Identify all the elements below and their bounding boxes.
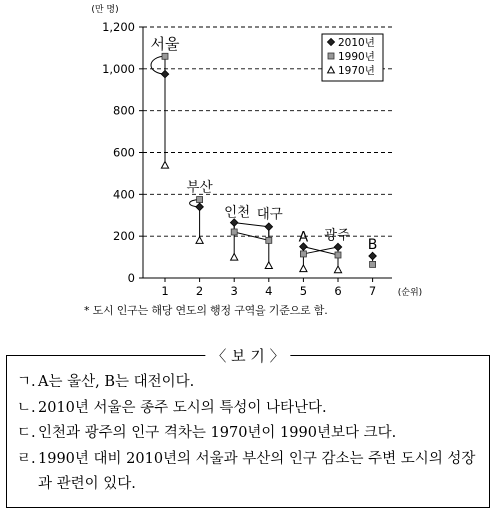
point-1990: [231, 229, 237, 235]
y-tick-label: 600: [113, 145, 135, 160]
point-1990: [197, 197, 203, 203]
y-tick-label: 200: [113, 229, 135, 244]
city-label: 부산: [186, 179, 213, 196]
x-tick-label: 5: [299, 284, 308, 298]
rank-change-line: [234, 223, 269, 227]
bogi-item-text: 1990년 대비 2010년의 서울과 부산의 인구 감소는 주변 도시의 성장과 관련이 있다.: [38, 450, 476, 492]
point-1970: [196, 237, 203, 244]
y-axis-unit: (만 명): [91, 5, 119, 15]
y-tick-label: 1,200: [102, 20, 135, 34]
city-label: 광주: [323, 227, 351, 244]
legend-label: 1990년: [338, 51, 375, 63]
point-2010: [161, 70, 169, 78]
point-1970: [265, 262, 272, 269]
x-tick-label: 2: [195, 284, 204, 298]
x-tick-label: 3: [230, 284, 238, 298]
x-tick-label: 6: [334, 284, 342, 298]
point-1970: [161, 161, 168, 168]
y-tick-label: 400: [113, 187, 135, 202]
legend-label: 2010년: [338, 37, 375, 49]
point-2010: [334, 243, 342, 251]
point-1990: [335, 252, 341, 258]
bogi-item-text: 2010년 서울은 종주 도시의 특성이 나타난다.: [38, 399, 327, 416]
y-tick-label: 800: [113, 103, 135, 118]
y-tick-label: 0: [127, 271, 135, 285]
point-1990: [370, 261, 376, 267]
chart-footnote: * 도시 인구는 해당 연도의 행정 구역을 기준으로 함.: [84, 304, 328, 317]
point-1970: [231, 253, 238, 260]
city-label: 대구: [256, 206, 283, 223]
point-1970: [300, 265, 307, 272]
x-tick-label: 1: [161, 284, 169, 298]
bogi-item-1: [17, 370, 481, 396]
city-label: 인천: [224, 204, 251, 221]
bogi-item-mark: ㄱ.: [17, 374, 36, 390]
bogi-item-4: [17, 447, 481, 498]
bogi-item-text: A는 울산, B는 대전이다.: [38, 374, 195, 390]
city-label: 서울: [150, 34, 180, 53]
bogi-item-3: [17, 421, 481, 447]
bogi-item-2: [17, 396, 481, 422]
x-tick-label: 4: [265, 284, 273, 298]
city-label: B: [367, 236, 378, 253]
point-2010: [369, 252, 377, 260]
city-label: A: [298, 229, 309, 246]
point-1990: [266, 237, 272, 243]
bogi-item-mark: ㄹ.: [17, 450, 36, 467]
point-2010: [265, 223, 273, 231]
legend-label: 1970년: [338, 65, 375, 77]
point-2010: [196, 203, 204, 211]
x-tick-label: 7: [368, 284, 377, 298]
bogi-box: [6, 347, 490, 508]
legend-marker-1990: [328, 53, 334, 59]
point-1970: [334, 266, 341, 273]
bogi-item-mark: ㄴ.: [17, 399, 36, 416]
x-axis-unit: (순위): [397, 288, 423, 298]
bogi-item-text: 인천과 광주의 인구 격차는 1970년이 1990년보다 크다.: [38, 425, 397, 441]
y-tick-label: 1,000: [102, 61, 135, 76]
point-1990: [300, 251, 306, 257]
bogi-item-mark: ㄷ.: [17, 425, 36, 441]
bogi-title: 〈 보 기 〉: [205, 345, 290, 366]
bogi-list: [17, 370, 481, 498]
point-1990: [162, 53, 168, 59]
